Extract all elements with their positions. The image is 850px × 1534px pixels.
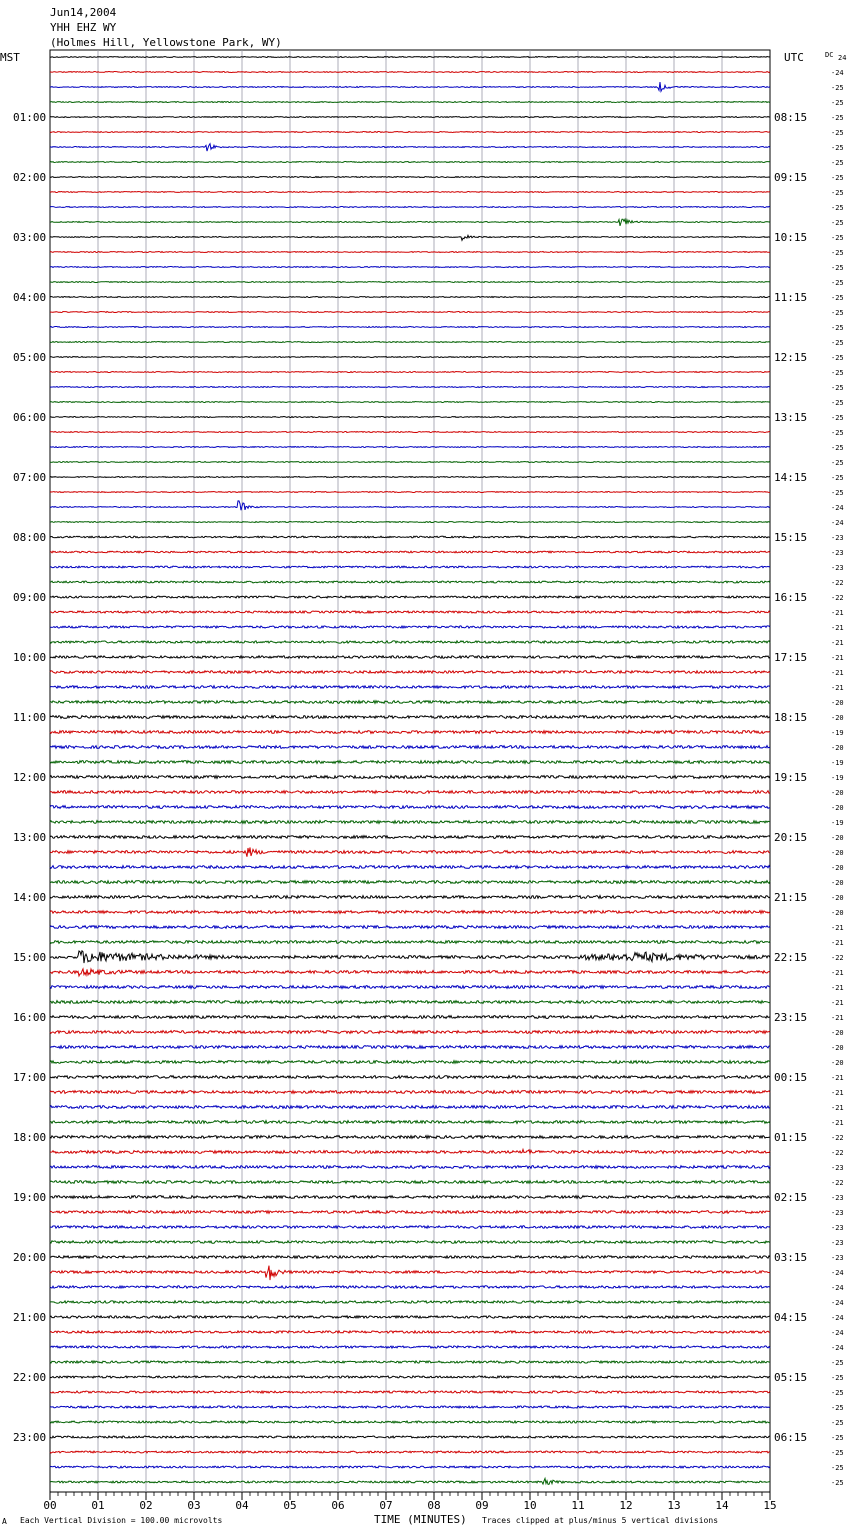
dc-offset-value: -25 [831, 189, 844, 197]
dc-offset-value: -25 [831, 354, 844, 362]
trace-67 [50, 1061, 770, 1064]
trace-33 [50, 551, 770, 553]
right-hour-label: 18:15 [774, 711, 808, 724]
left-hour-label: 09:00 [13, 591, 47, 604]
dc-offset-value: -23 [831, 1224, 844, 1232]
dc-offset-value: -25 [831, 249, 844, 257]
trace-68 [50, 1076, 770, 1079]
dc-offset-value: -20 [831, 789, 844, 797]
trace-4 [50, 117, 770, 118]
left-hour-labels [13, 111, 46, 1444]
trace-12 [50, 235, 770, 240]
dc-offset-value: -20 [831, 1059, 844, 1067]
left-hour-label: 19:00 [13, 1191, 47, 1204]
trace-72 [50, 1136, 770, 1139]
dc-offset-value: -23 [831, 549, 844, 557]
x-tick-label: 10 [523, 1499, 537, 1512]
dc-offset-value: -23 [831, 1239, 844, 1247]
right-hour-label: 17:15 [774, 651, 808, 664]
trace-1 [50, 72, 770, 73]
x-tick-label: 07 [379, 1499, 393, 1512]
trace-42 [50, 686, 770, 689]
trace-81 [50, 1266, 770, 1281]
trace-76 [50, 1196, 770, 1199]
right-hour-label: 10:15 [774, 231, 808, 244]
dc-offset-value: 24 [838, 54, 847, 62]
header-location: (Holmes Hill, Yellowstone Park, WY) [50, 36, 282, 49]
x-tick-label: 12 [619, 1499, 633, 1512]
dc-offset-value: -22 [831, 579, 844, 587]
dc-offset-value: -19 [831, 819, 844, 827]
dc-offset-value: -25 [831, 294, 844, 302]
trace-70 [50, 1106, 770, 1109]
dc-offset-value: -24 [831, 1299, 844, 1307]
dc-offset-value: -20 [831, 1029, 844, 1037]
dc-offset-value: -21 [831, 939, 844, 947]
right-hour-label: 00:15 [774, 1071, 808, 1084]
trace-20 [50, 357, 770, 358]
trace-23 [50, 402, 770, 403]
dc-offset-value: -24 [831, 69, 844, 77]
trace-26 [50, 447, 770, 448]
trace-64 [50, 1016, 770, 1019]
dc-offset-value: -20 [831, 894, 844, 902]
right-hour-label: 13:15 [774, 411, 808, 424]
right-hour-label: 04:15 [774, 1311, 808, 1324]
dc-offset-value: -25 [831, 399, 844, 407]
dc-offset-value: -24 [831, 504, 844, 512]
trace-34 [50, 566, 770, 568]
dc-offset-value: -25 [831, 114, 844, 122]
dc-offset-value: -22 [831, 594, 844, 602]
dc-offset-value: -19 [831, 729, 844, 737]
dc-offset-value: -25 [831, 1404, 844, 1412]
trace-65 [50, 1031, 770, 1034]
dc-offset-value: -25 [831, 369, 844, 377]
right-hour-label: 14:15 [774, 471, 808, 484]
trace-57 [50, 911, 770, 914]
right-hour-label: 06:15 [774, 1431, 808, 1444]
dc-offset-value: -25 [831, 1434, 844, 1442]
dc-offset-value: -22 [831, 1149, 844, 1157]
trace-44 [50, 716, 770, 719]
dc-offset-value: -25 [831, 459, 844, 467]
trace-58 [50, 926, 770, 929]
dc-offset-value: -23 [831, 1164, 844, 1172]
right-hour-labels [774, 111, 807, 1444]
dc-offset-value: -25 [831, 1464, 844, 1472]
traces [50, 57, 770, 1485]
x-tick-label: 04 [235, 1499, 249, 1512]
right-hour-label: 08:15 [774, 111, 808, 124]
dc-offset-value: -21 [831, 1104, 844, 1112]
trace-9 [50, 192, 770, 193]
trace-60 [50, 951, 770, 963]
x-tick-label: 02 [139, 1499, 153, 1512]
trace-19 [50, 342, 770, 343]
dc-offset-value: -21 [831, 999, 844, 1007]
x-tick-label: 00 [43, 1499, 57, 1512]
left-hour-label: 02:00 [13, 171, 47, 184]
trace-89 [50, 1391, 770, 1393]
trace-71 [50, 1121, 770, 1124]
dc-offset-value: -25 [831, 279, 844, 287]
trace-3 [50, 102, 770, 103]
dc-offset-value: -21 [831, 669, 844, 677]
dc-offset-value: -25 [831, 174, 844, 182]
dc-offset-value: -20 [831, 714, 844, 722]
dc-offset-value: -25 [831, 204, 844, 212]
dc-offset-value: -21 [831, 1074, 844, 1082]
dc-offset-value: -23 [831, 564, 844, 572]
dc-offset-value: -24 [831, 1269, 844, 1277]
right-hour-label: 02:15 [774, 1191, 808, 1204]
dc-offset-value: -24 [831, 1314, 844, 1322]
dc-offset-value: -20 [831, 1044, 844, 1052]
trace-52 [50, 836, 770, 839]
dc-offset-value: -21 [831, 1014, 844, 1022]
dc-offset-value: -20 [831, 849, 844, 857]
header-station: YHH EHZ WY [50, 21, 117, 34]
trace-13 [50, 252, 770, 253]
trace-77 [50, 1211, 770, 1214]
left-hour-label: 13:00 [13, 831, 47, 844]
trace-36 [50, 596, 770, 598]
dc-offset-value: -19 [831, 774, 844, 782]
x-tick-label: 13 [667, 1499, 681, 1512]
trace-22 [50, 387, 770, 388]
left-hour-label: 05:00 [13, 351, 47, 364]
trace-32 [50, 536, 770, 538]
right-hour-label: 23:15 [774, 1011, 808, 1024]
left-hour-label: 18:00 [13, 1131, 47, 1144]
trace-7 [50, 162, 770, 163]
left-hour-label: 14:00 [13, 891, 47, 904]
dc-offset-value: -23 [831, 534, 844, 542]
trace-51 [50, 821, 770, 824]
dc-offset-value: -25 [831, 474, 844, 482]
dc-offset-value: -21 [831, 609, 844, 617]
trace-55 [50, 881, 770, 884]
trace-59 [50, 941, 770, 944]
dc-offset-value: -24 [831, 1329, 844, 1337]
trace-31 [50, 522, 770, 523]
dc-offset-value: -20 [831, 699, 844, 707]
trace-56 [50, 896, 770, 899]
left-timezone-label: MST [0, 51, 20, 64]
trace-10 [50, 207, 770, 208]
trace-93 [50, 1451, 770, 1453]
left-hour-label: 01:00 [13, 111, 47, 124]
left-hour-label: 21:00 [13, 1311, 47, 1324]
trace-2 [50, 82, 770, 91]
trace-54 [50, 866, 770, 869]
trace-16 [50, 297, 770, 298]
trace-50 [50, 806, 770, 809]
right-hour-label: 22:15 [774, 951, 808, 964]
dc-offset-value: -25 [831, 324, 844, 332]
dc-offset-value: -21 [831, 654, 844, 662]
trace-27 [50, 462, 770, 463]
dc-offset-value: -25 [831, 84, 844, 92]
dc-offset-value: -20 [831, 879, 844, 887]
dc-offset-value: -25 [831, 144, 844, 152]
dc-offset-value: -25 [831, 264, 844, 272]
right-hour-label: 15:15 [774, 531, 808, 544]
right-hour-label: 03:15 [774, 1251, 808, 1264]
dc-offset-value: -21 [831, 1119, 844, 1127]
right-hour-label: 05:15 [774, 1371, 808, 1384]
left-hour-label: 20:00 [13, 1251, 47, 1264]
x-axis [43, 1492, 776, 1512]
trace-90 [50, 1406, 770, 1408]
dc-offset-value: -20 [831, 804, 844, 812]
trace-5 [50, 132, 770, 133]
left-hour-label: 03:00 [13, 231, 47, 244]
right-hour-label: 21:15 [774, 891, 808, 904]
trace-91 [50, 1421, 770, 1423]
dc-offset-value: -25 [831, 99, 844, 107]
dc-offset-value: -19 [831, 759, 844, 767]
trace-80 [50, 1256, 770, 1258]
dc-offset-value: -22 [831, 1179, 844, 1187]
footer-corner-mark: A [2, 1517, 7, 1526]
trace-47 [50, 761, 770, 764]
left-hour-label: 15:00 [13, 951, 47, 964]
footer-clip-note: Traces clipped at plus/minus 5 vertical divisions [482, 1516, 719, 1525]
dc-offset-value: -23 [831, 1209, 844, 1217]
dc-offset-value: -22 [831, 1134, 844, 1142]
dc-offset-value: -24 [831, 519, 844, 527]
trace-78 [50, 1226, 770, 1229]
x-tick-label: 15 [763, 1499, 777, 1512]
trace-28 [50, 477, 770, 478]
x-tick-label: 03 [187, 1499, 201, 1512]
dc-offset-value: -21 [831, 984, 844, 992]
trace-62 [50, 986, 770, 989]
trace-29 [50, 492, 770, 493]
trace-45 [50, 731, 770, 734]
dc-offset-value: -25 [831, 219, 844, 227]
trace-88 [50, 1376, 770, 1378]
trace-95 [50, 1479, 770, 1485]
dc-offset-value: -23 [831, 1254, 844, 1262]
left-hour-label: 22:00 [13, 1371, 47, 1384]
trace-83 [50, 1301, 770, 1303]
dc-offset-value: -25 [831, 384, 844, 392]
trace-18 [50, 327, 770, 328]
trace-84 [50, 1316, 770, 1318]
dc-offset-value: -24 [831, 1344, 844, 1352]
trace-73 [50, 1149, 770, 1153]
trace-63 [50, 1001, 770, 1004]
dc-offset-value: -20 [831, 744, 844, 752]
trace-74 [50, 1166, 770, 1169]
trace-38 [50, 626, 770, 628]
trace-21 [50, 372, 770, 373]
x-axis-title: TIME (MINUTES) [374, 1513, 467, 1526]
left-hour-label: 23:00 [13, 1431, 47, 1444]
trace-87 [50, 1361, 770, 1363]
trace-43 [50, 701, 770, 704]
dc-offset-value: -21 [831, 684, 844, 692]
trace-48 [50, 776, 770, 779]
footer-scale-note: Each Vertical Division = 100.00 microvolts [20, 1516, 223, 1525]
right-hour-label: 01:15 [774, 1131, 808, 1144]
trace-92 [50, 1436, 770, 1438]
x-tick-label: 09 [475, 1499, 489, 1512]
left-hour-label: 16:00 [13, 1011, 47, 1024]
dc-offset-value: -25 [831, 1449, 844, 1457]
dc-offset-value: -25 [831, 1419, 844, 1427]
dc-offset-value: -21 [831, 1089, 844, 1097]
trace-17 [50, 312, 770, 313]
trace-75 [50, 1181, 770, 1184]
trace-14 [50, 267, 770, 268]
x-tick-label: 08 [427, 1499, 441, 1512]
dc-offset-value: -25 [831, 129, 844, 137]
trace-37 [50, 611, 770, 613]
x-tick-label: 11 [571, 1499, 585, 1512]
left-hour-label: 12:00 [13, 771, 47, 784]
header [50, 6, 282, 49]
dc-offset-value: -25 [831, 1479, 844, 1487]
header-date: Jun14,2004 [50, 6, 117, 19]
dc-offset-value: -21 [831, 639, 844, 647]
trace-46 [50, 746, 770, 749]
trace-6 [50, 144, 770, 151]
dc-offset-value: -25 [831, 1359, 844, 1367]
trace-94 [50, 1466, 770, 1468]
left-hour-label: 10:00 [13, 651, 47, 664]
dc-offset-value: -21 [831, 969, 844, 977]
trace-79 [50, 1241, 770, 1244]
trace-82 [50, 1286, 770, 1288]
dc-offset-value: -20 [831, 909, 844, 917]
dc-offset-value: -21 [831, 624, 844, 632]
trace-86 [50, 1346, 770, 1348]
dc-offset-value: -20 [831, 834, 844, 842]
dc-offset-value: -25 [831, 429, 844, 437]
trace-35 [50, 581, 770, 583]
right-hour-label: 19:15 [774, 771, 808, 784]
right-hour-label: 09:15 [774, 171, 808, 184]
dc-offset-value: -25 [831, 1374, 844, 1382]
dc-offset-value: -25 [831, 444, 844, 452]
dc-offset-value: -25 [831, 489, 844, 497]
trace-25 [50, 432, 770, 433]
trace-40 [50, 656, 770, 658]
trace-39 [50, 641, 770, 643]
trace-66 [50, 1046, 770, 1049]
right-timezone-label: UTC [784, 51, 804, 64]
left-hour-label: 17:00 [13, 1071, 47, 1084]
trace-8 [50, 177, 770, 178]
trace-85 [50, 1331, 770, 1333]
x-tick-label: 14 [715, 1499, 729, 1512]
dc-offset-column [831, 54, 846, 1487]
dc-offset-value: -21 [831, 924, 844, 932]
left-hour-label: 07:00 [13, 471, 47, 484]
dc-offset-value: -23 [831, 1194, 844, 1202]
dc-offset-value: -25 [831, 309, 844, 317]
trace-61 [50, 969, 770, 976]
trace-15 [50, 282, 770, 283]
dc-label: DC [825, 51, 834, 59]
left-hour-label: 11:00 [13, 711, 47, 724]
trace-24 [50, 417, 770, 418]
right-hour-label: 11:15 [774, 291, 808, 304]
dc-offset-value: -20 [831, 864, 844, 872]
left-hour-label: 06:00 [13, 411, 47, 424]
dc-offset-value: -24 [831, 1284, 844, 1292]
trace-69 [50, 1091, 770, 1094]
left-hour-label: 04:00 [13, 291, 47, 304]
trace-11 [50, 219, 770, 226]
dc-offset-value: -25 [831, 339, 844, 347]
x-tick-label: 06 [331, 1499, 345, 1512]
trace-53 [50, 847, 770, 856]
right-hour-label: 12:15 [774, 351, 808, 364]
dc-offset-value: -25 [831, 414, 844, 422]
dc-offset-value: -25 [831, 159, 844, 167]
dc-offset-value: -22 [831, 954, 844, 962]
trace-41 [50, 671, 770, 673]
x-tick-label: 01 [91, 1499, 105, 1512]
trace-0 [50, 57, 770, 58]
right-hour-label: 20:15 [774, 831, 808, 844]
x-tick-label: 05 [283, 1499, 297, 1512]
dc-offset-value: -25 [831, 1389, 844, 1397]
trace-49 [50, 791, 770, 794]
trace-30 [50, 501, 770, 510]
dc-offset-value: -25 [831, 234, 844, 242]
right-hour-label: 16:15 [774, 591, 808, 604]
left-hour-label: 08:00 [13, 531, 47, 544]
